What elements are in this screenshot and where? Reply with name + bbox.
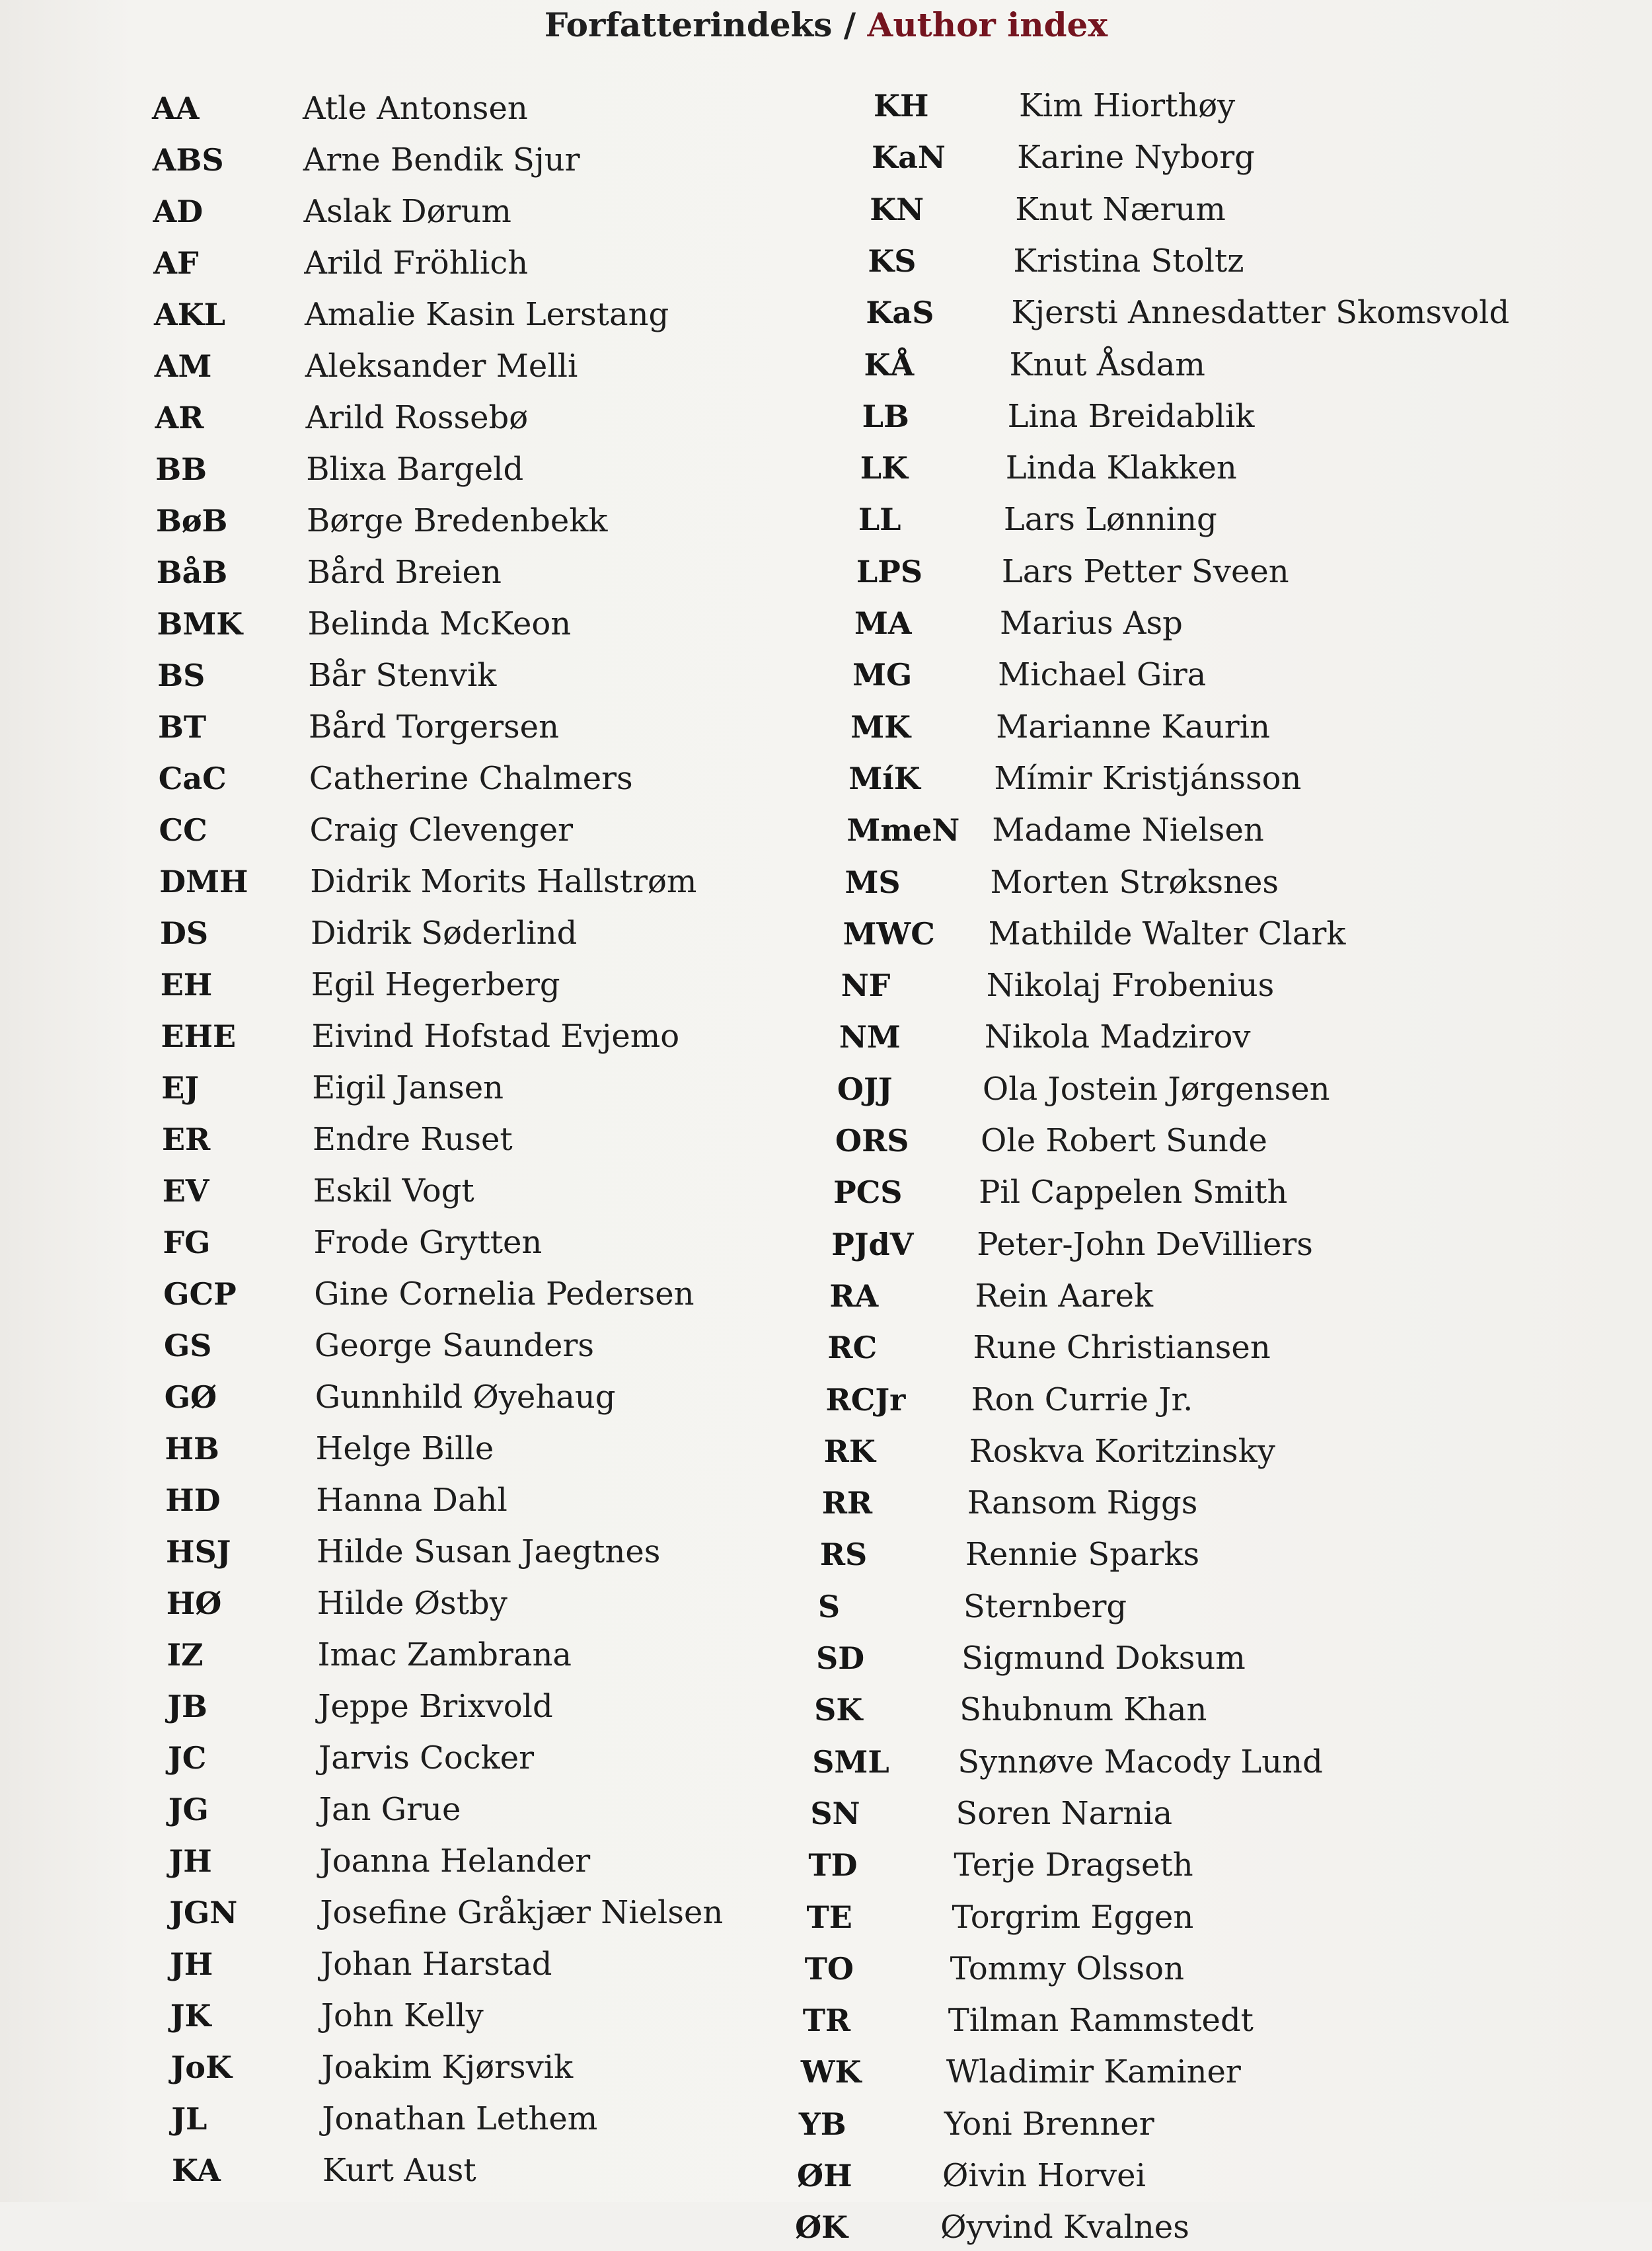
author-abbreviation: GØ — [165, 1373, 217, 1421]
author-entry — [852, 651, 1652, 699]
author-abbreviation: JL — [171, 2095, 207, 2143]
author-name: Roskva Koritzinsky — [969, 1428, 1275, 1475]
author-abbreviation: EJ — [161, 1064, 199, 1112]
author-entry — [848, 755, 1652, 802]
author-abbreviation: MK — [850, 703, 911, 751]
author-abbreviation: MmeN — [846, 806, 959, 854]
author-abbreviation: AF — [153, 239, 198, 287]
author-entry — [846, 806, 1652, 854]
author-abbreviation: NF — [841, 962, 891, 1009]
author-name: Lars Petter Sveen — [1002, 548, 1289, 595]
author-abbreviation: MA — [854, 599, 912, 647]
author-entry — [803, 1997, 1629, 2044]
author-entry — [805, 1945, 1631, 1993]
author-abbreviation: AM — [155, 342, 212, 390]
author-abbreviation: JC — [168, 1734, 206, 1782]
author-name: Atle Antonsen — [303, 85, 528, 132]
author-abbreviation: LL — [858, 496, 901, 543]
author-abbreviation: MíK — [848, 755, 920, 802]
author-abbreviation: KaN — [872, 134, 946, 181]
author-abbreviation: YB — [799, 2100, 846, 2148]
author-entry — [153, 188, 979, 235]
author-name: Rune Christiansen — [973, 1324, 1270, 1371]
author-abbreviation: JGN — [169, 1889, 237, 1936]
author-abbreviation: HØ — [167, 1580, 222, 1627]
author-abbreviation: RC — [827, 1324, 877, 1371]
author-entry — [155, 394, 981, 441]
author-name: Marianne Kaurin — [996, 703, 1270, 751]
author-entry — [858, 496, 1652, 543]
author-name: Frode Grytten — [314, 1219, 543, 1266]
author-name: Kjersti Annesdatter Skomsvold — [1011, 289, 1509, 336]
author-name: Lina Breidablik — [1008, 393, 1255, 440]
author-abbreviation: BT — [158, 703, 206, 751]
author-entry — [824, 1428, 1650, 1475]
author-entry — [845, 858, 1652, 906]
author-abbreviation: RCJr — [826, 1376, 906, 1424]
author-abbreviation: FG — [163, 1219, 211, 1266]
author-abbreviation: ABS — [153, 136, 224, 184]
author-abbreviation: AKL — [154, 291, 225, 338]
author-name: Yoni Brenner — [944, 2100, 1154, 2148]
author-column-right — [874, 0, 1652, 2202]
author-abbreviation: LB — [862, 393, 909, 440]
author-name: Craig Clevenger — [310, 806, 574, 854]
author-entry — [820, 1531, 1646, 1578]
author-abbreviation: MWC — [843, 910, 935, 958]
author-abbreviation: RR — [822, 1479, 872, 1527]
author-entry — [829, 1272, 1652, 1320]
author-entry — [837, 1065, 1652, 1113]
author-abbreviation: GCP — [163, 1270, 237, 1318]
author-abbreviation: SN — [810, 1790, 860, 1837]
author-name: Johan Harstad — [320, 1940, 552, 1988]
author-abbreviation: HSJ — [166, 1528, 231, 1576]
author-abbreviation: GS — [164, 1322, 212, 1369]
author-name: Rennie Sparks — [965, 1531, 1199, 1578]
author-name: Shubnum Khan — [959, 1686, 1207, 1734]
author-name: Pil Cappelen Smith — [979, 1168, 1287, 1216]
author-abbreviation: BøB — [156, 497, 227, 545]
author-name: Belinda McKeon — [308, 600, 572, 648]
author-abbreviation: KN — [870, 186, 924, 233]
author-name: Linda Klakken — [1006, 444, 1237, 492]
author-name: Ole Robert Sunde — [981, 1117, 1267, 1164]
author-abbreviation: RA — [829, 1272, 878, 1320]
author-entry — [814, 1686, 1640, 1734]
author-abbreviation: IZ — [167, 1631, 204, 1679]
author-abbreviation: LPS — [856, 548, 922, 595]
author-entry — [866, 289, 1652, 336]
author-abbreviation: JK — [170, 1992, 211, 2040]
author-name: Bår Stenvik — [308, 652, 496, 699]
author-abbreviation: BS — [157, 652, 205, 699]
author-abbreviation: ORS — [835, 1117, 909, 1164]
author-name: Torgrim Eggen — [952, 1893, 1194, 1941]
author-abbreviation: RK — [824, 1428, 876, 1475]
author-name: Synnøve Macody Lund — [957, 1738, 1323, 1786]
author-entry — [797, 2152, 1623, 2199]
author-name: Soren Narnia — [956, 1790, 1172, 1837]
heading-separator: / — [832, 5, 867, 44]
author-entry — [801, 2048, 1627, 2096]
author-entry — [864, 341, 1652, 389]
author-abbreviation: HB — [165, 1425, 219, 1472]
author-name: George Saunders — [315, 1322, 594, 1369]
author-entry — [868, 237, 1652, 285]
author-entry — [810, 1790, 1636, 1837]
author-entry — [795, 2203, 1621, 2251]
author-abbreviation: JH — [169, 1837, 212, 1885]
author-name: Josefine Gråkjær Nielsen — [320, 1889, 723, 1936]
author-name: Michael Gira — [998, 651, 1206, 699]
author-name: Kurt Aust — [322, 2147, 476, 2194]
author-abbreviation: MG — [852, 651, 912, 699]
author-abbreviation: RS — [820, 1531, 867, 1578]
author-name: Ron Currie Jr. — [971, 1376, 1193, 1424]
author-abbreviation: KaS — [866, 289, 934, 336]
author-name: Aslak Dørum — [304, 188, 511, 235]
author-name: Ola Jostein Jørgensen — [983, 1065, 1330, 1113]
author-name: Helge Bille — [316, 1425, 494, 1472]
author-abbreviation: CC — [159, 806, 207, 854]
author-entry — [822, 1479, 1648, 1527]
author-abbreviation: AR — [155, 394, 204, 441]
author-name: Hilde Susan Jaegtnes — [317, 1528, 660, 1576]
author-abbreviation: EH — [161, 961, 213, 1009]
author-name: Marius Asp — [1000, 599, 1183, 647]
author-abbreviation: SD — [816, 1634, 864, 1682]
author-name: Gine Cornelia Pedersen — [314, 1270, 694, 1318]
author-entry — [154, 291, 980, 338]
author-name: Eivind Hofstad Evjemo — [312, 1012, 680, 1060]
author-name: Nikolaj Frobenius — [987, 962, 1275, 1009]
author-abbreviation: JH — [170, 1940, 213, 1988]
author-entry — [843, 910, 1652, 958]
author-entry — [153, 239, 979, 287]
author-entry — [827, 1324, 1652, 1371]
author-entry — [807, 1893, 1633, 1941]
author-name: Arild Rossebø — [306, 394, 529, 441]
author-abbreviation: PCS — [833, 1168, 902, 1216]
author-name: Gunnhild Øyehaug — [315, 1373, 616, 1421]
author-name: Karine Nyborg — [1017, 134, 1255, 181]
author-name: Imac Zambrana — [318, 1631, 572, 1679]
author-entry — [856, 548, 1652, 595]
author-entry — [153, 136, 979, 184]
author-abbreviation: S — [818, 1583, 840, 1630]
author-entry — [839, 1013, 1652, 1061]
author-name: Blixa Bargeld — [306, 445, 523, 493]
author-abbreviation: SML — [812, 1738, 889, 1786]
author-entry — [818, 1583, 1644, 1630]
author-name: Kim Hiorthøy — [1019, 82, 1235, 130]
author-name: Egil Hegerberg — [311, 961, 560, 1009]
author-entry — [872, 134, 1652, 181]
author-abbreviation: BB — [155, 445, 207, 493]
author-name: Sigmund Doksum — [961, 1634, 1246, 1682]
author-entry — [155, 342, 981, 390]
author-abbreviation: KA — [172, 2147, 221, 2194]
author-name: Arne Bendik Sjur — [303, 136, 580, 184]
author-abbreviation: TO — [805, 1945, 854, 1993]
author-name: Mathilde Walter Clark — [989, 910, 1346, 958]
heading-norwegian: Forfatterindeks — [544, 5, 833, 44]
author-name: Knut Åsdam — [1010, 341, 1205, 389]
author-name: Børge Bredenbekk — [307, 497, 607, 545]
author-entry — [841, 962, 1652, 1009]
author-abbreviation: AD — [153, 188, 204, 235]
author-name: Morten Strøksnes — [991, 858, 1279, 906]
author-name: Hanna Dahl — [316, 1476, 507, 1524]
author-name: Øivin Horvei — [942, 2152, 1146, 2199]
author-name: Wladimir Kaminer — [946, 2048, 1241, 2096]
author-abbreviation: JG — [169, 1786, 209, 1833]
author-entry — [816, 1634, 1642, 1682]
author-abbreviation: LK — [860, 444, 908, 492]
author-entry — [835, 1117, 1652, 1164]
author-abbreviation: TE — [807, 1893, 852, 1941]
author-name: Endre Ruset — [313, 1116, 513, 1163]
author-abbreviation: EV — [163, 1167, 209, 1215]
author-name: Terje Dragseth — [954, 1841, 1193, 1889]
author-entry — [812, 1738, 1638, 1786]
author-abbreviation: WK — [801, 2048, 862, 2096]
author-abbreviation: TR — [803, 1997, 850, 2044]
author-name: Eigil Jansen — [312, 1064, 504, 1112]
author-name: Madame Nielsen — [992, 806, 1263, 854]
author-name: Arild Fröhlich — [304, 239, 528, 287]
author-entry — [152, 85, 978, 132]
author-entry — [833, 1168, 1652, 1216]
author-name: Catherine Chalmers — [309, 755, 633, 802]
author-name: Joanna Helander — [320, 1837, 591, 1885]
author-abbreviation: KH — [874, 82, 928, 130]
author-abbreviation: NM — [839, 1013, 901, 1061]
author-name: Peter-John DeVilliers — [977, 1221, 1313, 1268]
author-abbreviation: MS — [845, 858, 901, 906]
author-entry — [850, 703, 1652, 751]
author-name: Mímir Kristjánsson — [994, 755, 1301, 802]
author-name: Knut Nærum — [1015, 186, 1226, 233]
author-name: Bård Torgersen — [309, 703, 559, 751]
author-entry — [826, 1376, 1652, 1424]
author-abbreviation: JB — [167, 1683, 207, 1730]
author-abbreviation: TD — [808, 1841, 857, 1889]
author-abbreviation: DS — [160, 909, 208, 957]
author-abbreviation: AA — [152, 85, 199, 132]
author-abbreviation: KS — [868, 237, 916, 285]
author-entry — [155, 445, 981, 493]
author-name: Didrik Søderlind — [311, 909, 577, 957]
author-name: Jeppe Brixvold — [318, 1683, 553, 1730]
author-name: Øyvind Kvalnes — [940, 2203, 1189, 2251]
author-name: Jonathan Lethem — [322, 2095, 597, 2143]
author-abbreviation: ØK — [795, 2203, 848, 2251]
heading-english: Author index — [868, 5, 1108, 44]
author-entry — [860, 444, 1652, 492]
author-name: Ransom Riggs — [967, 1479, 1198, 1527]
author-name: Sternberg — [963, 1583, 1127, 1630]
author-name: Lars Lønning — [1004, 496, 1217, 543]
author-abbreviation: SK — [814, 1686, 862, 1734]
author-name: Aleksander Melli — [305, 342, 578, 390]
author-abbreviation: ER — [162, 1116, 210, 1163]
author-entry — [862, 393, 1652, 440]
author-entry — [831, 1221, 1652, 1268]
author-abbreviation: BåB — [157, 549, 228, 596]
author-abbreviation: EHE — [161, 1012, 237, 1060]
author-name: Rein Aarek — [975, 1272, 1153, 1320]
author-name: Jarvis Cocker — [319, 1734, 534, 1782]
author-abbreviation: CaC — [159, 755, 227, 802]
author-name: Nikola Madzirov — [985, 1013, 1251, 1061]
author-abbreviation: PJdV — [831, 1221, 913, 1268]
author-name: Tommy Olsson — [950, 1945, 1184, 1993]
author-abbreviation: ØH — [797, 2152, 852, 2199]
author-name: Jan Grue — [319, 1786, 461, 1833]
author-entry — [808, 1841, 1634, 1889]
author-abbreviation: HD — [165, 1476, 220, 1524]
author-entry — [799, 2100, 1625, 2148]
author-name: Amalie Kasin Lerstang — [305, 291, 669, 338]
author-abbreviation: DMH — [159, 858, 248, 905]
author-name: Kristina Stoltz — [1013, 237, 1244, 285]
author-entry — [870, 186, 1652, 233]
author-name: John Kelly — [321, 1992, 484, 2040]
author-name: Didrik Morits Hallstrøm — [310, 858, 696, 905]
author-name: Eskil Vogt — [313, 1167, 474, 1215]
author-abbreviation: KÅ — [864, 341, 915, 389]
author-name: Hilde Østby — [317, 1580, 507, 1627]
author-name: Joakim Kjørsvik — [322, 2043, 574, 2091]
author-entry — [854, 599, 1652, 647]
author-entry — [874, 82, 1652, 130]
author-abbreviation: OJJ — [837, 1065, 893, 1113]
author-name: Tilman Rammstedt — [948, 1997, 1254, 2044]
author-abbreviation: JoK — [171, 2043, 232, 2091]
author-abbreviation: BMK — [157, 600, 243, 648]
author-name: Bård Breien — [307, 549, 502, 596]
